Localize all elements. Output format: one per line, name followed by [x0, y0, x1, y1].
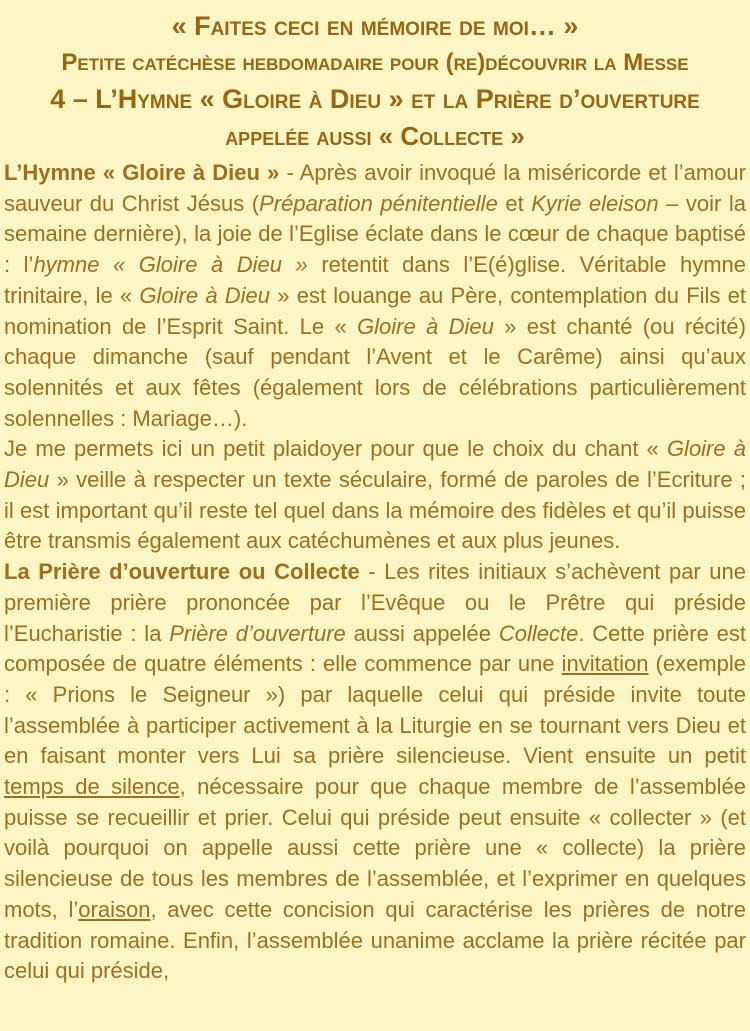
text-run: Gloire à Dieu	[357, 313, 494, 339]
document-header	[0, 7, 750, 155]
document-body	[0, 158, 750, 987]
text-run: Je me permets ici un petit plaidoyer pour que le choix du chant «	[4, 436, 667, 462]
text-run: oraison	[78, 896, 151, 922]
text-run: aussi appelée	[345, 620, 499, 646]
text-run: . Cette prière est composée de quatre éléments : elle commence par une	[4, 620, 746, 677]
text-run: Collecte	[498, 620, 579, 646]
text-run: Préparation pénitentielle	[259, 190, 498, 216]
chapter-subtitle: appelée aussi « Collecte »	[225, 121, 525, 151]
text-run: et	[497, 190, 532, 216]
text-run: , avec cette concision qui caractérise les prières de notre tradition romaine. Enfin, l’assemblée unanime acclame la prière récitée par celui qui préside,	[4, 896, 746, 984]
text-run: (exemple : « Prions le Seigneur ») par laquelle celui qui préside invite toute l’assemblée à participer activement à la Liturgie en se tournant vers Dieu et en faisant monter vers Lui sa prière silencieuse. Vient ensuite un petit	[4, 651, 746, 769]
text-run: Gloire à Dieu	[139, 282, 271, 308]
document-subtitle: Petite catéchèse hebdomadaire pour (re)découvrir la Messe	[61, 49, 689, 76]
text-run: Gloire à Dieu	[4, 436, 746, 493]
text-run: , nécessaire pour que chaque membre de l’assemblée puisse se recueillir et prier. Celui qui préside peut ensuite « collecter » (et voilà pourquoi on appelle aussi cette prière une « collecte) la prière silencieuse de tous les membres de l’assemblée, et l’exprimer en quelques mots, l’	[4, 774, 746, 922]
paragraph	[4, 557, 746, 987]
paragraph	[4, 158, 746, 434]
text-run: invitation	[561, 651, 649, 677]
text-run: » est chanté (ou récité) chaque dimanche (sauf pendant l’Avent et le Carême) ainsi qu’aux solennités et aux fêtes (également lors de célébrations particulièrement solennelles : Mariage…).	[4, 313, 746, 431]
text-run: L’Hymne « Gloire à Dieu »	[4, 160, 287, 185]
text-run: temps de silence	[4, 774, 180, 800]
text-run: Prière d’ouverture	[169, 620, 346, 646]
chapter-title: 4 – L’Hymne « Gloire à Dieu » et la Prière d’ouverture	[50, 84, 700, 114]
text-run: – voir la semaine dernière), la joie de l’Eglise éclate dans le cœur de chaque baptisé : l’	[4, 190, 747, 278]
document-title: « Faites ceci en mémoire de moi… »	[171, 11, 579, 41]
text-run: - Après avoir invoqué la miséricorde et l’amour sauveur du Christ Jésus (	[4, 160, 746, 216]
text-run: Kyrie eleison	[531, 190, 659, 216]
text-run: retentit dans l’E(é)glise. Véritable hymne trinitaire, le «	[4, 252, 747, 308]
text-run: » veille à respecter un texte séculaire, formé de paroles de l’Ecriture ; il est important qu’il reste tel quel dans la mémoire des fidèles et qu’il puisse être transmis également aux catéchumènes et aux plus jeunes.	[4, 467, 746, 554]
text-run: - Les rites initiaux s’achèvent par une première prière prononcée par l’Evêque ou le Prêtre qui préside l’Eucharistie : la	[4, 559, 747, 646]
text-run: hymne « Gloire à Dieu »	[33, 252, 308, 278]
text-run: La Prière d’ouverture ou Collecte	[4, 559, 360, 585]
paragraph	[4, 434, 746, 557]
text-run: » est louange au Père, contemplation du Fils et nomination de l’Esprit Saint. Le «	[4, 282, 747, 339]
